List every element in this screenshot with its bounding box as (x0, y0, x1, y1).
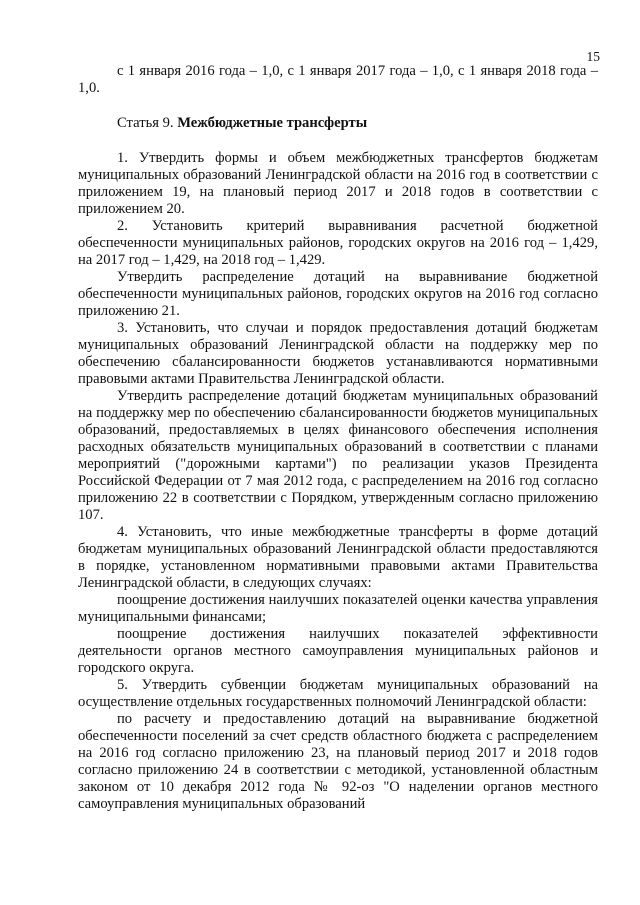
paragraph: Утвердить распределение дотаций бюджетам муниципальных образований на поддержку мер по обеспечению сбалансированности бюджетов муниципальных образований, предоставляемых в целях финансового обеспечения исполнения расходных обязательств муниципальных образований в соответствии с планами мероприятий ("дорожными картами") по реализации указов Президента Российской Федерации от 7 мая 2012 года, с распределением на 2016 год согласно приложению 22 в соответствии с Порядком, утвержденным согласно приложению 107. (78, 388, 598, 523)
list-item: по расчету и предоставлению дотаций на выравнивание бюджетной обеспеченности поселений за счет средств областного бюджета с распределением на 2016 год согласно приложению 23, на плановый период 2017 и 2018 годов согласно приложению 24 в соответствии с методикой, установленной областным законом от 10 декабря 2012 года № 92-оз "О наделении органов местного самоуправления муниципальных образований (78, 711, 598, 812)
article-heading (78, 115, 598, 132)
article-title: Межбюджетные трансферты (177, 115, 368, 131)
paragraph: 2. Установить критерий выравнивания расчетной бюджетной обеспеченности муниципальных районов, городских округов на 2016 год – 1,429, на 2017 год – 1,429, на 2018 год – 1,429. (78, 218, 598, 268)
paragraph: Утвердить распределение дотаций на выравнивание бюджетной обеспеченности муниципальных районов, городских округов на 2016 год согласно приложению 21. (78, 269, 598, 319)
page-number: 15 (586, 49, 600, 64)
paragraph: 3. Установить, что случаи и порядок предоставления дотаций бюджетам муниципальных образований Ленинградской области на поддержку мер по обеспечению сбалансированности бюджетов устанавливаются нормативными правовыми актами Правительства Ленинградской области. (78, 320, 598, 387)
paragraph: 4. Установить, что иные межбюджетные трансферты в форме дотаций бюджетам муниципальных образований Ленинградской области предоставляются в порядке, установленном нормативными правовыми актами Правительства Ленинградской области, в следующих случаях: (78, 524, 598, 591)
article-number: Статья 9. (117, 115, 178, 131)
list-item: поощрение достижения наилучших показателей оценки качества управления муниципальными финансами; (78, 592, 598, 625)
paragraph: 5. Утвердить субвенции бюджетам муниципальных образований на осуществление отдельных государственных полномочий Ленинградской области: (78, 677, 598, 710)
paragraph-continuation: с 1 января 2016 года – 1,0, с 1 января 2017 года – 1,0, с 1 января 2018 года – 1,0. (78, 63, 598, 96)
document-body (78, 63, 598, 813)
list-item: поощрение достижения наилучших показателей эффективности деятельности органов местного самоуправления муниципальных районов и городского округа. (78, 626, 598, 676)
paragraph: 1. Утвердить формы и объем межбюджетных трансфертов бюджетам муниципальных образований Ленинградской области на 2016 год в соответствии с приложением 19, на плановый период 2017 и 2018 годов в соответствии с приложением 20. (78, 150, 598, 217)
